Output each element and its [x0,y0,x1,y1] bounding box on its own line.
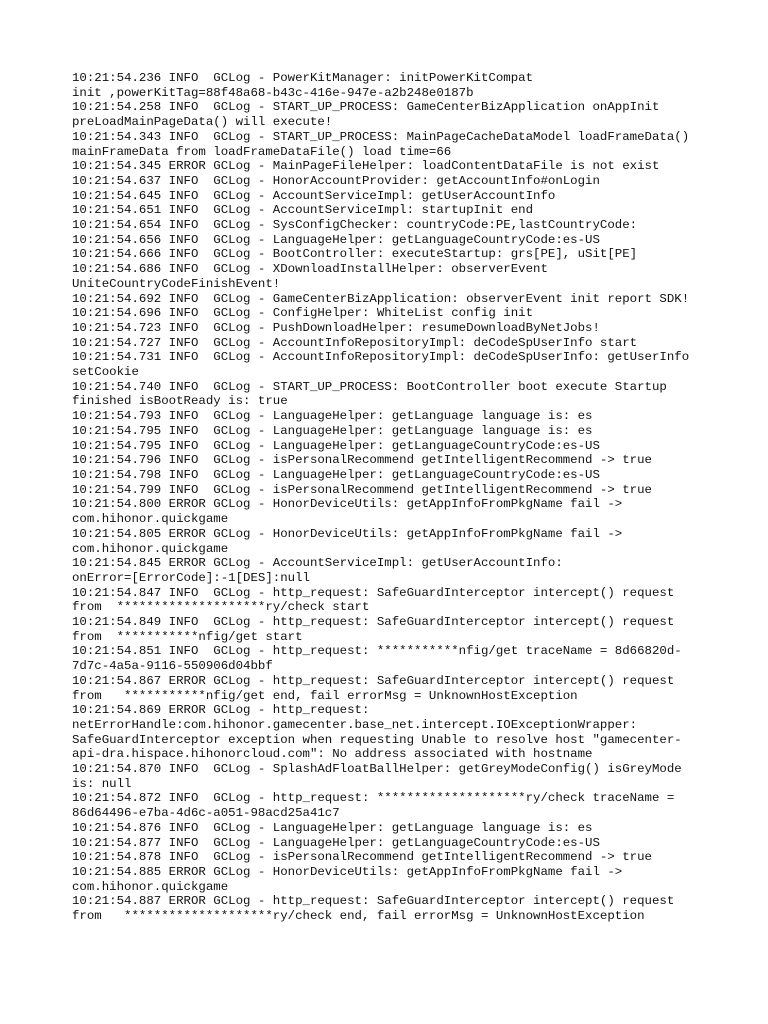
log-line: 10:21:54.645 INFO GCLog - AccountServiceImpl: getUserAccountInfo [72,188,556,203]
log-line: 10:21:54.795 INFO GCLog - LanguageHelper: getLanguageCountryCode:es-US [72,438,600,453]
log-line: 10:21:54.876 INFO GCLog - LanguageHelper: getLanguage language is: es [72,820,593,835]
log-line: setCookie [72,365,139,380]
log-line: 10:21:54.877 INFO GCLog - LanguageHelper: getLanguageCountryCode:es-US [72,835,600,850]
log-line: com.hihonor.quickgame [72,879,229,894]
log-line: 10:21:54.236 INFO GCLog - PowerKitManager: initPowerKitCompat [72,71,534,85]
log-line: 10:21:54.345 ERROR GCLog - MainPageFileHelper: loadContentDataFile is not exist [72,159,660,174]
log-line: 10:21:54.727 INFO GCLog - AccountInfoRepositoryImpl: deCodeSpUserInfo start [72,335,638,350]
log-line: 10:21:54.887 ERROR GCLog - http_request: SafeGuardInterceptor intercept() request [72,894,675,909]
log-line: 10:21:54.793 INFO GCLog - LanguageHelper: getLanguage language is: es [72,409,593,424]
log-line: 10:21:54.666 INFO GCLog - BootController: executeStartup: grs[PE], uSit[PE] [72,247,638,262]
log-line: 10:21:54.651 INFO GCLog - AccountServiceImpl: startupInit end [72,203,534,218]
log-line: onError=[ErrorCode]:-1[DES]:null [72,570,310,585]
log-line: 10:21:54.696 INFO GCLog - ConfigHelper: WhiteList config init [72,306,534,321]
log-line: 10:21:54.795 INFO GCLog - LanguageHelper: getLanguage language is: es [72,423,593,438]
log-line: 10:21:54.845 ERROR GCLog - AccountServiceImpl: getUserAccountInfo: [72,556,563,571]
log-line: 10:21:54.258 INFO GCLog - START_UP_PROCESS: GameCenterBizApplication onAppInit [72,100,660,115]
log-line: 10:21:54.800 ERROR GCLog - HonorDeviceUtils: getAppInfoFromPkgName fail -> [72,497,623,512]
log-line: com.hihonor.quickgame [72,512,229,527]
log-line: 10:21:54.799 INFO GCLog - isPersonalRecommend getIntelligentRecommend -> true [72,482,652,497]
log-line: netErrorHandle:com.hihonor.gamecenter.base_net.intercept.IOExceptionWrapper: [72,717,638,732]
log-line: preLoadMainPageData() will execute! [72,115,333,130]
log-document [72,71,752,924]
log-line: 10:21:54.343 INFO GCLog - START_UP_PROCESS: MainPageCacheDataModel loadFrameData() [72,129,690,144]
log-line: UniteCountryCodeFinishEvent! [72,276,281,291]
log-line: is: null [72,776,132,791]
log-line: from ***********nfig/get start [72,629,303,644]
log-line: SafeGuardInterceptor exception when requesting Unable to resolve host "gamecenter- [72,732,682,747]
log-line: 10:21:54.637 INFO GCLog - HonorAccountProvider: getAccountInfo#onLogin [72,173,600,188]
log-line: 10:21:54.805 ERROR GCLog - HonorDeviceUtils: getAppInfoFromPkgName fail -> [72,526,623,541]
log-line: from ***********nfig/get end, fail errorMsg = UnknownHostException [72,688,578,703]
log-line: 10:21:54.740 INFO GCLog - START_UP_PROCESS: BootController boot execute Startup [72,379,667,394]
log-line: 10:21:54.851 INFO GCLog - http_request: ***********nfig/get traceName = 8d66820d- [72,644,682,659]
log-line: 10:21:54.654 INFO GCLog - SysConfigChecker: countryCode:PE,lastCountryCode: [72,218,638,233]
log-line: 7d7c-4a5a-9116-550906d04bbf [72,659,273,674]
log-line: 10:21:54.878 INFO GCLog - isPersonalRecommend getIntelligentRecommend -> true [72,850,652,865]
log-line: com.hihonor.quickgame [72,541,229,556]
log-line: 10:21:54.692 INFO GCLog - GameCenterBizApplication: observerEvent init report SDK! [72,291,690,306]
log-line: from ********************ry/check start [72,600,370,615]
log-line: 10:21:54.686 INFO GCLog - XDownloadInstallHelper: observerEvent [72,262,548,277]
log-line: 10:21:54.847 INFO GCLog - http_request: SafeGuardInterceptor intercept() request [72,585,675,600]
log-line: 10:21:54.656 INFO GCLog - LanguageHelper: getLanguageCountryCode:es-US [72,232,600,247]
log-line: 10:21:54.869 ERROR GCLog - http_request: [72,703,370,718]
log-line: init ,powerKitTag=88f48a68-b43c-416e-947e-a2b248e0187b [72,85,474,100]
log-line: 86d64496-e7ba-4d6c-a051-98acd25a41c7 [72,806,340,821]
log-line: 10:21:54.867 ERROR GCLog - http_request: SafeGuardInterceptor intercept() request [72,673,675,688]
log-line: 10:21:54.798 INFO GCLog - LanguageHelper: getLanguageCountryCode:es-US [72,467,600,482]
log-line: 10:21:54.849 INFO GCLog - http_request: SafeGuardInterceptor intercept() request [72,615,675,630]
log-line: api-dra.hispace.hihonorcloud.com": No address associated with hostname [72,747,593,762]
log-line: 10:21:54.885 ERROR GCLog - HonorDeviceUtils: getAppInfoFromPkgName fail -> [72,864,623,879]
log-line: 10:21:54.731 INFO GCLog - AccountInfoRepositoryImpl: deCodeSpUserInfo: getUserInfo [72,350,690,365]
log-line: 10:21:54.796 INFO GCLog - isPersonalRecommend getIntelligentRecommend -> true [72,453,652,468]
log-line: finished isBootReady is: true [72,394,288,409]
log-line: from ********************ry/check end, fail errorMsg = UnknownHostException [72,909,645,924]
log-line: 10:21:54.872 INFO GCLog - http_request: ********************ry/check traceName = [72,791,675,806]
log-line: 10:21:54.870 INFO GCLog - SplashAdFloatBallHelper: getGreyModeConfig() isGreyMode [72,762,682,777]
log-line: mainFrameData from loadFrameDataFile() load time=66 [72,144,452,159]
log-line: 10:21:54.723 INFO GCLog - PushDownloadHelper: resumeDownloadByNetJobs! [72,320,600,335]
